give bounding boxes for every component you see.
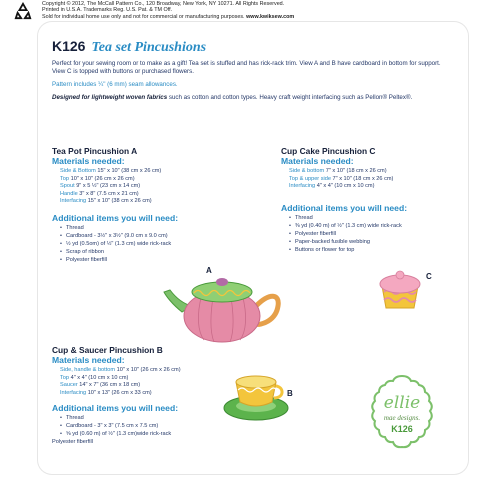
copyright-line: Sold for individual home use only and not for commercial or manufacturing purposes. www.kwiksew.com — [42, 13, 295, 20]
list-item: Side, handle & bottom 10" x 10" (26 cm x 26 cm) — [60, 367, 181, 373]
list-item: Interfacing 15" x 10" (38 cm x 26 cm) — [60, 198, 152, 205]
list-item: • ⅜ yd (0.40 m) of ½" (1.3 cm) wide rick-rack — [289, 222, 471, 230]
seam-allowance: Pattern includes ¼" (6 mm) seam allowances. — [52, 81, 178, 88]
list-item: • Paper-backed fusible webbing — [289, 238, 471, 246]
list-item: Top 10" x 10" (26 cm x 26 cm) — [60, 175, 135, 182]
badge-brand-name: ellie — [383, 393, 421, 413]
list-item: Top & upper side 7" x 10" (18 cm x 26 cm) — [289, 175, 394, 182]
section-a-materials-heading: Materials needed: — [52, 156, 125, 166]
section-b-additional-heading: Additional items you will need: — [52, 403, 179, 414]
list-item: Side & Bottom 15" x 10" (38 cm x 26 cm) — [60, 168, 162, 174]
teapot-illustration — [162, 266, 288, 346]
section-c — [281, 146, 471, 254]
section-a-additional-heading: Additional items you will need: — [52, 212, 179, 223]
list-item: Saucer 14" x 7" (36 cm x 18 cm) — [60, 382, 141, 389]
page-title — [52, 38, 206, 56]
section-a-items — [60, 224, 272, 264]
cupcake-button — [396, 271, 404, 279]
teapot-knob — [216, 278, 228, 286]
list-item: • Thread — [60, 224, 272, 232]
figure-label-b: B — [287, 389, 293, 398]
list-item: • Thread — [60, 414, 272, 422]
list-item: • Scrap of ribbon — [60, 248, 272, 256]
list-item: Interfacing 4" x 4" (10 cm x 10 cm) — [289, 183, 375, 190]
section-c-materials — [289, 168, 471, 191]
list-item: Polyester fiberfill — [52, 439, 94, 446]
list-item: Interfacing 10" x 13" (26 cm x 33 cm) — [60, 389, 152, 396]
figure-label-a: A — [206, 266, 212, 275]
badge-code: K126 — [391, 424, 413, 434]
intro-paragraph: Perfect for your sewing room or to make as a gift! Tea set is stuffed and has rick-rack trim. View A and B have cardboard in bottom for support. View C is topped with buttons or purchased flowers. — [52, 60, 441, 75]
section-c-title: Cup Cake Pincushion C — [281, 146, 376, 156]
section-a — [52, 146, 272, 264]
ellie-mae-designs-badge — [367, 374, 437, 456]
copyright-line: Copyright © 2012, The McCall Pattern Co., 120 Broadway, New York, NY 10271. All Rights Reserved. — [42, 1, 285, 7]
list-item: • Cardboard - 3" x 3" (7.5 cm x 7.5 cm) — [60, 422, 272, 430]
pattern-title: Tea set Pincushions — [91, 40, 207, 55]
list-item: Handle 3" x 8" (7.5 cm x 21 cm) — [60, 190, 139, 197]
list-item: Spout 9" x 5 ½" (23 cm x 14 cm) — [60, 183, 141, 190]
section-c-items — [289, 214, 471, 254]
pattern-code: K126 — [52, 38, 86, 54]
fabric-recommendation: Designed for lightweight woven fabrics such as cotton and cotton types. Heavy craft weight interfacing such as Pellon® Peltex®. — [52, 94, 413, 101]
copyright-band — [0, 0, 488, 22]
list-item: • Polyester fiberfill — [289, 230, 471, 238]
list-item: • Polyester fiberfill — [60, 256, 272, 264]
list-item: • Cardboard - 3½" x 3½" (9.0 cm x 9.0 cm) — [60, 232, 272, 240]
list-item: Side & bottom 7" x 10" (18 cm x 26 cm) — [289, 168, 387, 174]
section-a-title: Tea Pot Pincushion A — [52, 146, 138, 156]
cupcake-illustration — [376, 262, 424, 312]
list-item: • ⅝ yd (0.60 m) of ½" (1.3 cm)wide rick-rack — [60, 430, 272, 438]
list-item: • Buttons or flower for top — [289, 246, 471, 254]
recycle-icon — [14, 2, 32, 20]
badge-tagline: mae designs. — [383, 414, 421, 422]
section-b-title: Cup & Saucer Pincushion B — [52, 345, 163, 355]
website-link[interactable]: www.kwiksew.com — [246, 13, 295, 20]
list-item: • ½ yd (0.5om) of ½" (1.3 cm) wide rick-rack — [60, 240, 272, 248]
section-c-materials-heading: Materials needed: — [281, 156, 354, 166]
intro-text — [52, 60, 452, 107]
copyright-line: Printed in U.S.A. Trademarks Reg. U.S. Pat. & TM Off. — [42, 7, 173, 14]
copyright-text — [42, 1, 462, 20]
list-item: • Thread — [289, 214, 471, 222]
section-a-materials — [60, 168, 272, 206]
figure-label-c: C — [426, 272, 432, 281]
section-b-materials-heading: Materials needed: — [52, 355, 125, 365]
list-item: Top 4" x 4" (10 cm x 10 cm) — [60, 374, 129, 381]
section-c-additional-heading: Additional items you will need: — [281, 202, 408, 213]
